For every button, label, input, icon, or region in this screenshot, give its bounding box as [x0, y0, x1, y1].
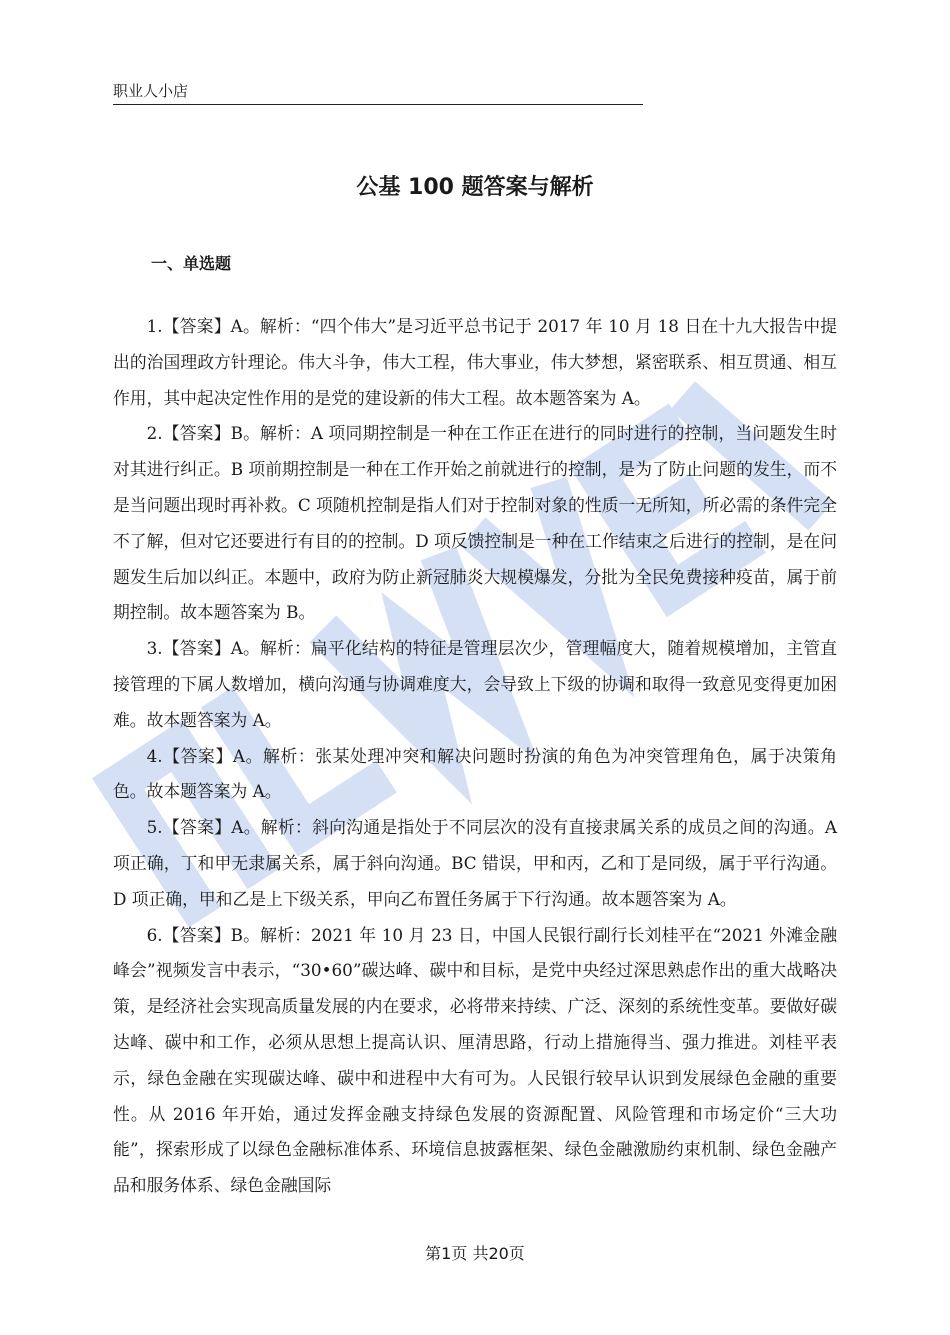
document-title: 公基 100 题答案与解析 — [356, 175, 594, 200]
answer-paragraph-2: 2.【答案】B。解析：A 项同期控制是一种在工作正在进行的同时进行的控制，当问题发生时对其进行纠正。B 项前期控制是一种在工作开始之前就进行的控制，是为了防止问题的发生，而不是当问题出现时再补救。C 项随机控制是指人们对于控制对象的性质一无所知，所必需的条件完全不了解，但对它还要进行有目的的控制。D 项反馈控制是一种在工作结束之后进行的控制，是在问题发生后加以纠正。本题中，政府为防止新冠肺炎大规模爆发，分批为全民免费接种疫苗，属于前期控制。故本题答案为 B。 — [113, 423, 837, 623]
answer-paragraph-6: 6.【答案】B。解析：2021 年 10 月 23 日，中国人民银行副行长刘桂平在“2021 外滩金融峰会”视频发言中表示，“30•60”碳达峰、碳中和目标，是党中央经过深思熟虑作出的重大战略决策，是经济社会实现高质量发展的内在要求，必将带来持续、广泛、深刻的系统性变革。要做好碳达峰、碳中和工作，必须从思想上提高认识、厘清思路，行动上措施得当、强力推进。刘桂平表示，绿色金融在实现碳达峰、碳中和进程中大有可为。人民银行较早认识到发展绿色金融的重要性。从 2016 年开始，通过发挥金融支持绿色发展的资源配置、风险管理和市场定价“三大功能”，探索形成了以绿色金融标准体系、环境信息披露框架、绿色金融激励约束机制、绿色金融产品和服务体系、绿色金融国际 — [113, 924, 837, 1196]
answer-body — [113, 309, 837, 1204]
header-text: 职业人小店 — [113, 82, 189, 100]
answer-paragraph-3: 3.【答案】A。解析：扁平化结构的特征是管理层次少，管理幅度大，随着规模增加，主管直接管理的下属人数增加，横向沟通与协调难度大，会导致上下级的协调和取得一致意见变得更加困难。故本题答案为 A。 — [113, 638, 837, 730]
answer-paragraph-1: 1.【答案】A。解析：“四个伟大”是习近平总书记于 2017 年 10 月 18 日在十九大报告中提出的治国理政方针理论。伟大斗争，伟大工程，伟大事业，伟大梦想，紧密联系、相互贯通、相互作用，其中起决定性作用的是党的建设新的伟大工程。故本题答案为 A。 — [113, 316, 837, 408]
answer-paragraph-4: 4.【答案】A。解析：张某处理冲突和解决问题时扮演的角色为冲突管理角色，属于决策角色。故本题答案为 A。 — [113, 745, 837, 802]
section-heading: 一、单选题 — [151, 254, 232, 273]
page-footer: 第1页 共20页 — [425, 1244, 525, 1263]
answer-paragraph-5: 5.【答案】A。解析：斜向沟通是指处于不同层次的没有直接隶属关系的成员之间的沟通。A 项正确，丁和甲无隶属关系，属于斜向沟通。BC 错误，甲和丙，乙和丁是同级，属于平行沟通。D 项正确，甲和乙是上下级关系，甲向乙布置任务属于下行沟通。故本题答案为 A。 — [113, 817, 837, 909]
page-header — [113, 80, 643, 105]
